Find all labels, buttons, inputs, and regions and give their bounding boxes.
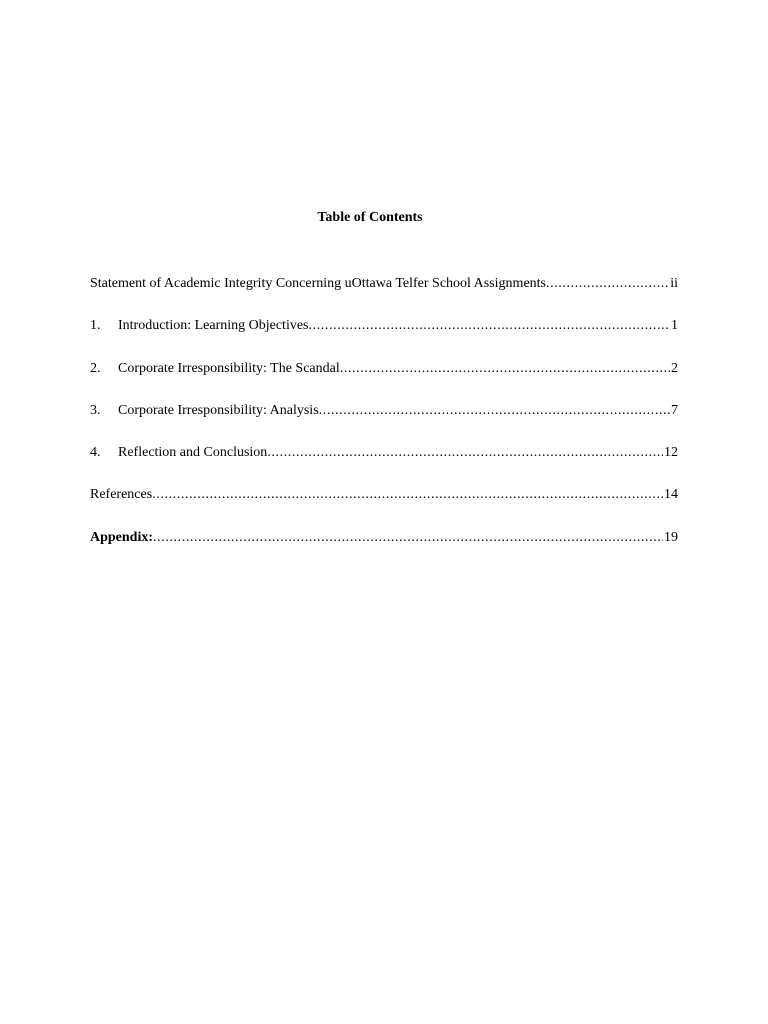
toc-entry-label: Reflection and Conclusion <box>118 445 268 461</box>
toc-leader-dots <box>309 317 671 335</box>
toc-entry-label: Appendix: <box>90 529 154 545</box>
toc-entry-references[interactable] <box>90 486 678 528</box>
toc-entry-scandal[interactable] <box>90 360 678 402</box>
toc-entry-label: Corporate Irresponsibility: Analysis <box>118 402 319 418</box>
toc-entry-page: 2 <box>671 360 678 376</box>
toc-entry-reflection[interactable] <box>90 444 678 486</box>
toc-entry-number: 3. <box>90 402 101 418</box>
toc-leader-dots <box>340 360 670 378</box>
toc-leader-dots <box>267 444 663 462</box>
toc-entry-label: Statement of Academic Integrity Concerning uOttawa Telfer School Assignments <box>90 276 546 291</box>
toc-entry-page: 14 <box>664 487 678 503</box>
toc-entry-number: 4. <box>90 445 101 461</box>
toc-list <box>90 275 678 571</box>
toc-entry-page: 7 <box>671 402 678 418</box>
toc-entry-academic-integrity[interactable] <box>90 275 678 317</box>
toc-entry-appendix[interactable] <box>90 529 678 571</box>
toc-entry-label: References <box>90 487 153 503</box>
toc-leader-dots <box>153 529 663 547</box>
toc-entry-page: 1 <box>671 318 678 334</box>
toc-entry-number: 1. <box>90 318 101 334</box>
toc-entry-introduction[interactable] <box>90 317 678 359</box>
toc-entry-number: 2. <box>90 360 101 376</box>
toc-entry-page: 19 <box>664 529 678 545</box>
toc-entry-label: Corporate Irresponsibility: The Scandal <box>118 360 340 376</box>
toc-leader-dots <box>546 275 669 293</box>
toc-title: Table of Contents <box>317 210 423 225</box>
toc-entry-label: Introduction: Learning Objectives <box>118 318 309 334</box>
toc-entry-analysis[interactable] <box>90 402 678 444</box>
toc-leader-dots <box>319 402 670 420</box>
toc-leader-dots <box>152 486 663 504</box>
toc-entry-page: 12 <box>664 445 678 461</box>
toc-entry-page: ii <box>670 276 678 291</box>
